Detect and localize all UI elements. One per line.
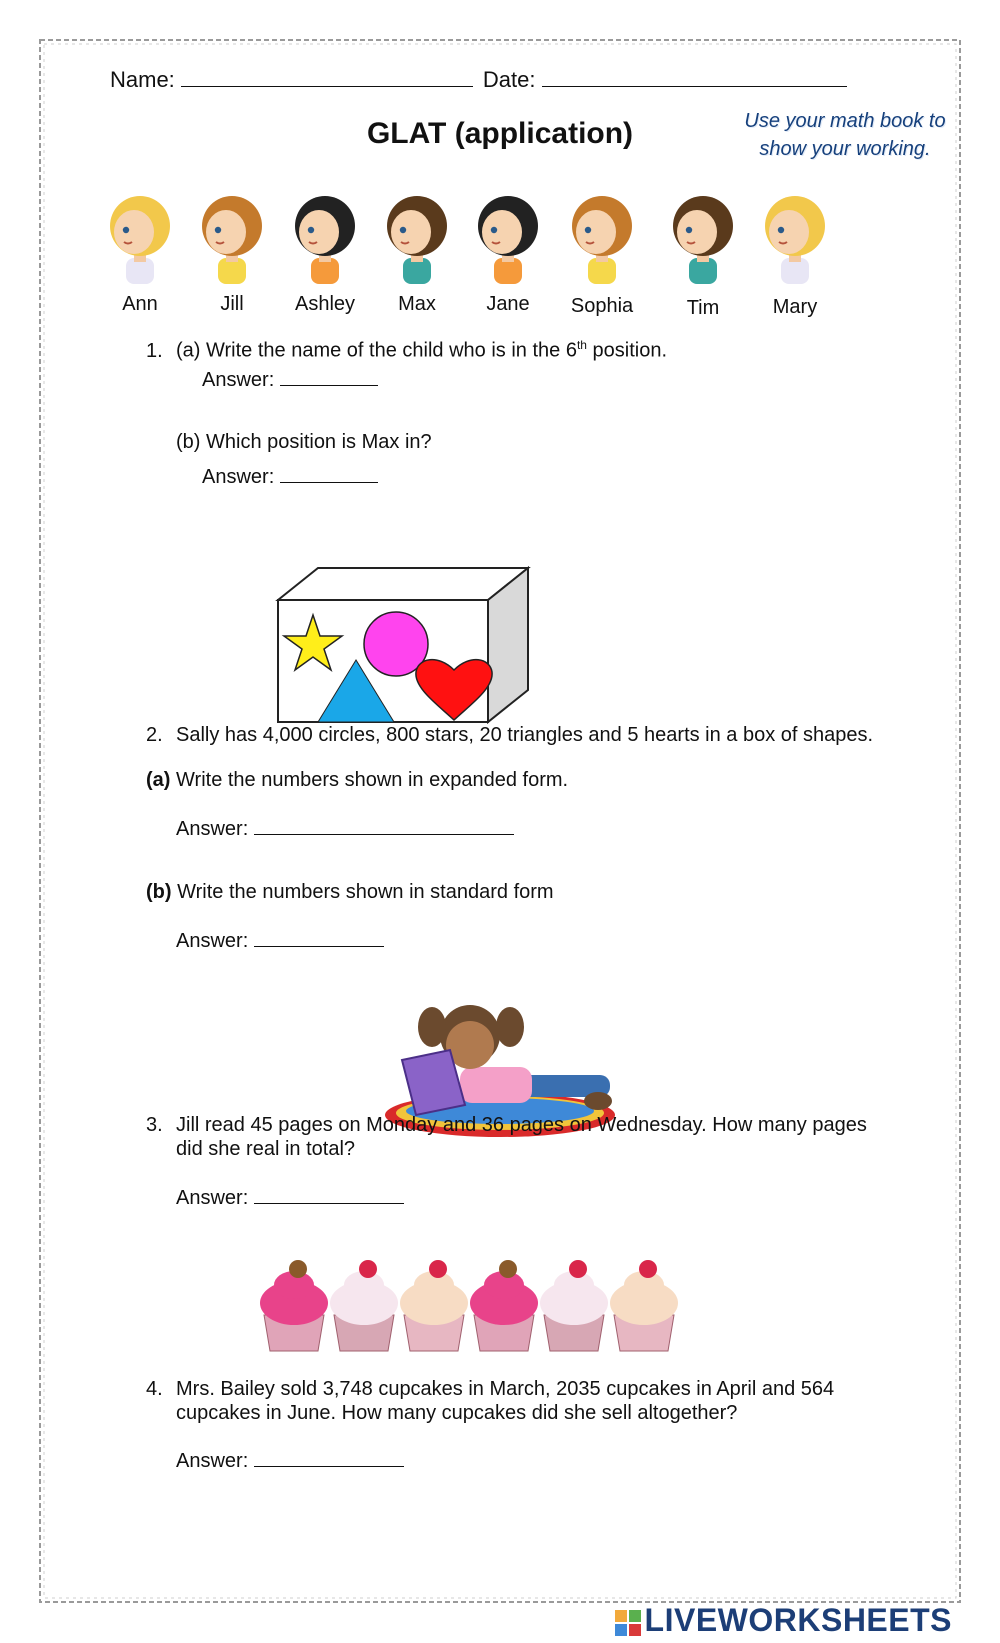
q2-b-answer-label: Answer: [176, 930, 249, 952]
cupcake-topping [639, 1260, 657, 1278]
q2-number: 2. [146, 724, 163, 746]
q3-line-1: Jill read 45 pages on Monday and 36 pages on Wednesday. How many pages [176, 1114, 867, 1136]
child-name: Ann [122, 293, 158, 315]
q3-line-2: did she real in total? [176, 1138, 356, 1160]
child-figure [661, 192, 745, 319]
hint-line-1: Use your math book to [744, 110, 946, 132]
child-figure [98, 192, 182, 315]
child-eye [400, 227, 406, 233]
child-figure [560, 192, 644, 317]
q2-a-label: (a) [146, 769, 171, 791]
q2-text [146, 723, 873, 747]
child-face [206, 210, 246, 254]
date-field[interactable] [542, 64, 847, 87]
child-portrait [560, 192, 644, 284]
girl-feet [584, 1092, 612, 1110]
child-face [299, 210, 339, 254]
q1-a-prefix: (a) Write the name of the child who is in the 6 [176, 339, 577, 362]
q2-b-statement: Write the numbers shown in standard form [177, 881, 554, 903]
q2-a-text [146, 768, 568, 792]
child-face [677, 210, 717, 254]
page-title: GLAT (application) [366, 117, 634, 150]
child-portrait [283, 192, 367, 284]
child-face [769, 210, 809, 254]
q4-answer-label: Answer: [176, 1450, 249, 1472]
q1-b-answer [202, 462, 378, 489]
q2-a-statement: Write the numbers shown in expanded form. [176, 769, 569, 791]
child-portrait [661, 192, 745, 284]
child-eye [585, 227, 591, 233]
brand-text: LIVEWORKSHEETS [644, 1602, 952, 1638]
q4-answer [176, 1446, 404, 1473]
child-figure [753, 192, 837, 318]
q2-statement: Sally has 4,000 circles, 800 stars, 20 triangles and 5 hearts in a box of shapes. [176, 724, 874, 746]
child-face [391, 210, 431, 254]
q2-b-answer [176, 926, 384, 953]
cupcake-topping [359, 1260, 377, 1278]
date-label: Date: [482, 67, 536, 92]
q1-number: 1. [146, 339, 163, 362]
q3-answer [176, 1183, 404, 1210]
child-figure [375, 192, 459, 315]
name-field[interactable] [181, 64, 473, 87]
q1-a-text [146, 333, 667, 363]
q4-line-2: cupcakes in June. How many cupcakes did she sell altogether? [176, 1402, 738, 1424]
child-figure [283, 192, 367, 315]
q3-text [146, 1113, 867, 1161]
shape-box-illustration [268, 560, 538, 730]
cupcakes-art [258, 1245, 678, 1355]
child-figure [466, 192, 550, 315]
q1-b-answer-label: Answer: [202, 466, 275, 488]
child-eye [778, 227, 784, 233]
child-portrait [375, 192, 459, 284]
q2-b-label: (b) [146, 881, 172, 903]
child-face [482, 210, 522, 254]
q3-number: 3. [146, 1114, 163, 1136]
child-face [114, 210, 154, 254]
child-name: Jill [220, 293, 244, 315]
q2-a-answer-field[interactable] [254, 814, 514, 835]
q4-line-1: Mrs. Bailey sold 3,748 cupcakes in March, 2035 cupcakes in April and 564 [176, 1378, 835, 1400]
child-eye [308, 227, 314, 233]
q2-b-text [146, 880, 554, 904]
name-row [110, 64, 847, 92]
child-portrait [190, 192, 274, 284]
box-top [278, 568, 528, 600]
cupcake-topping [569, 1260, 587, 1278]
child-eye [686, 227, 692, 233]
q2-a-answer [176, 814, 514, 841]
child-eye [123, 227, 129, 233]
hint-line-2: show your working. [759, 138, 931, 160]
child-name: Ashley [294, 293, 356, 315]
q4-number: 4. [146, 1378, 163, 1400]
q4-answer-field[interactable] [254, 1446, 404, 1467]
child-portrait [753, 192, 837, 284]
child-eye [215, 227, 221, 233]
q2-a-answer-label: Answer: [176, 818, 249, 840]
name-label: Name: [110, 67, 175, 92]
q1-a-suffix: position. [586, 339, 668, 362]
child-name: Jane [486, 293, 530, 315]
q1-a-answer-field[interactable] [280, 365, 378, 386]
child-name: Mary [772, 296, 818, 318]
child-portrait [98, 192, 182, 284]
q3-answer-field[interactable] [254, 1183, 404, 1204]
child-portrait [466, 192, 550, 284]
q1-a-sup: th [576, 338, 587, 352]
child-name: Max [398, 293, 436, 315]
cupcake-topping [429, 1260, 447, 1278]
child-face [576, 210, 616, 254]
liveworksheets-brand [615, 1602, 952, 1639]
q1-a-answer-label: Answer: [202, 369, 275, 391]
working-hint [735, 107, 955, 163]
q4-text [146, 1377, 834, 1425]
girl-pigtail-left [418, 1007, 446, 1047]
child-name: Sophia [570, 295, 634, 317]
child-eye [491, 227, 497, 233]
q1-b-answer-field[interactable] [280, 462, 378, 483]
girl-pigtail-right [496, 1007, 524, 1047]
q2-b-answer-field[interactable] [254, 926, 384, 947]
q1-b-text: (b) Which position is Max in? [176, 431, 432, 453]
liveworksheets-logo-icon [615, 1610, 641, 1636]
girl-shirt [460, 1067, 532, 1103]
child-name: Tim [686, 297, 720, 319]
cupcake-topping [289, 1260, 307, 1278]
q3-answer-label: Answer: [176, 1187, 249, 1209]
child-figure [190, 192, 274, 315]
q1-a-answer [202, 365, 378, 392]
cupcake-topping [499, 1260, 517, 1278]
